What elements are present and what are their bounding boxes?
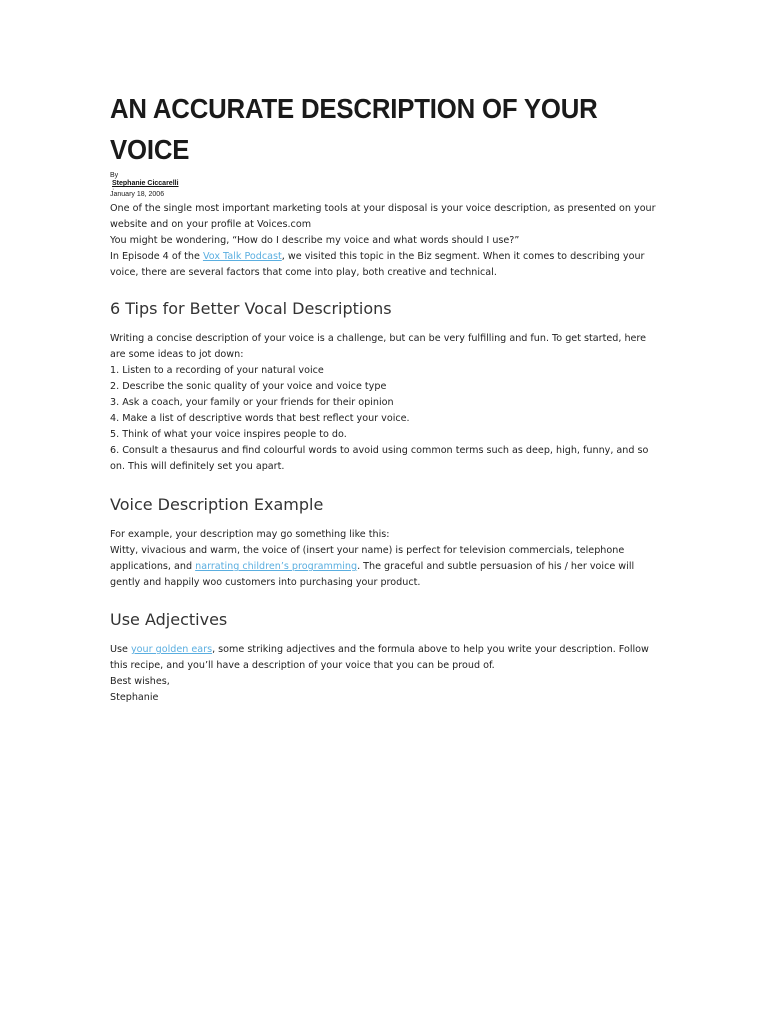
- byline-separator: ·: [112, 186, 115, 193]
- intro-paragraph-2: You might be wondering, “How do I describe my voice and what words should I use?”: [110, 235, 520, 246]
- list-item: 6. Consult a thesaurus and find colourful words to avoid using common terms such as deep, high, funny, and so on. This will definitely set you apart.: [110, 445, 649, 472]
- example-paragraph-2: [110, 543, 658, 591]
- publish-date: January 18, 2006: [110, 191, 165, 198]
- list-item: 5. Think of what your voice inspires people to do.: [110, 429, 347, 440]
- intro-text-after-link: , we visited this topic in the Biz segment. When it comes to describing your voice, there are several factors that come into play, both creative and technical.: [110, 251, 645, 278]
- example-paragraph-1: For example, your description may go something like this:: [110, 529, 390, 540]
- example-text-after-link: . The graceful and subtle persuasion of his / her voice will gently and happily woo customers into purchasing your product.: [110, 561, 635, 588]
- adjectives-text-after-link: , some striking adjectives and the formula above to help you write your description. Follow this recipe, and you’ll have a description of your voice that you can be proud of.: [110, 644, 649, 671]
- example-section: [110, 527, 658, 591]
- tips-heading: 6 Tips for Better Vocal Descriptions: [110, 299, 392, 318]
- narrating-childrens-programming-link[interactable]: narrating children’s programming: [195, 561, 358, 572]
- byline: [110, 172, 658, 199]
- article-title: AN ACCURATE DESCRIPTION OF YOUR VOICE: [110, 93, 598, 165]
- adjectives-heading: Use Adjectives: [110, 610, 228, 629]
- list-item: 4. Make a list of descriptive words that best reflect your voice.: [110, 413, 410, 424]
- signature: Stephanie: [110, 692, 159, 703]
- author-link[interactable]: Stephanie Ciccarelli: [112, 180, 179, 187]
- list-item: 2. Describe the sonic quality of your voice and voice type: [110, 381, 387, 392]
- byline-by: By: [110, 172, 119, 179]
- list-item: 1. Listen to a recording of your natural voice: [110, 365, 324, 376]
- list-item: 3. Ask a coach, your family or your friends for their opinion: [110, 397, 394, 408]
- closing-line: Best wishes,: [110, 676, 170, 687]
- intro-text-before-link: In Episode 4 of the: [110, 251, 203, 262]
- tips-lead: Writing a concise description of your voice is a challenge, but can be very fulfilling and fun. To get started, here are some ideas to jot down:: [110, 333, 647, 360]
- adjectives-text-before-link: Use: [110, 644, 131, 655]
- adjectives-paragraph: [110, 642, 658, 674]
- intro-paragraph-1: One of the single most important marketing tools at your disposal is your voice description, as presented on your website and on your profile at Voices.com: [110, 203, 656, 230]
- tips-section: [110, 331, 658, 475]
- adjectives-section: [110, 642, 658, 706]
- tips-list: [110, 363, 658, 475]
- article: [110, 88, 658, 706]
- example-heading: Voice Description Example: [110, 495, 324, 514]
- intro-paragraph-3: [110, 249, 658, 281]
- vox-talk-podcast-link[interactable]: Vox Talk Podcast: [202, 251, 282, 262]
- intro-section: [110, 201, 658, 281]
- your-golden-ears-link[interactable]: your golden ears: [130, 644, 213, 655]
- example-text-before-link: Witty, vivacious and warm, the voice of (insert your name) is perfect for television commercials, telephone applications, and: [110, 545, 625, 572]
